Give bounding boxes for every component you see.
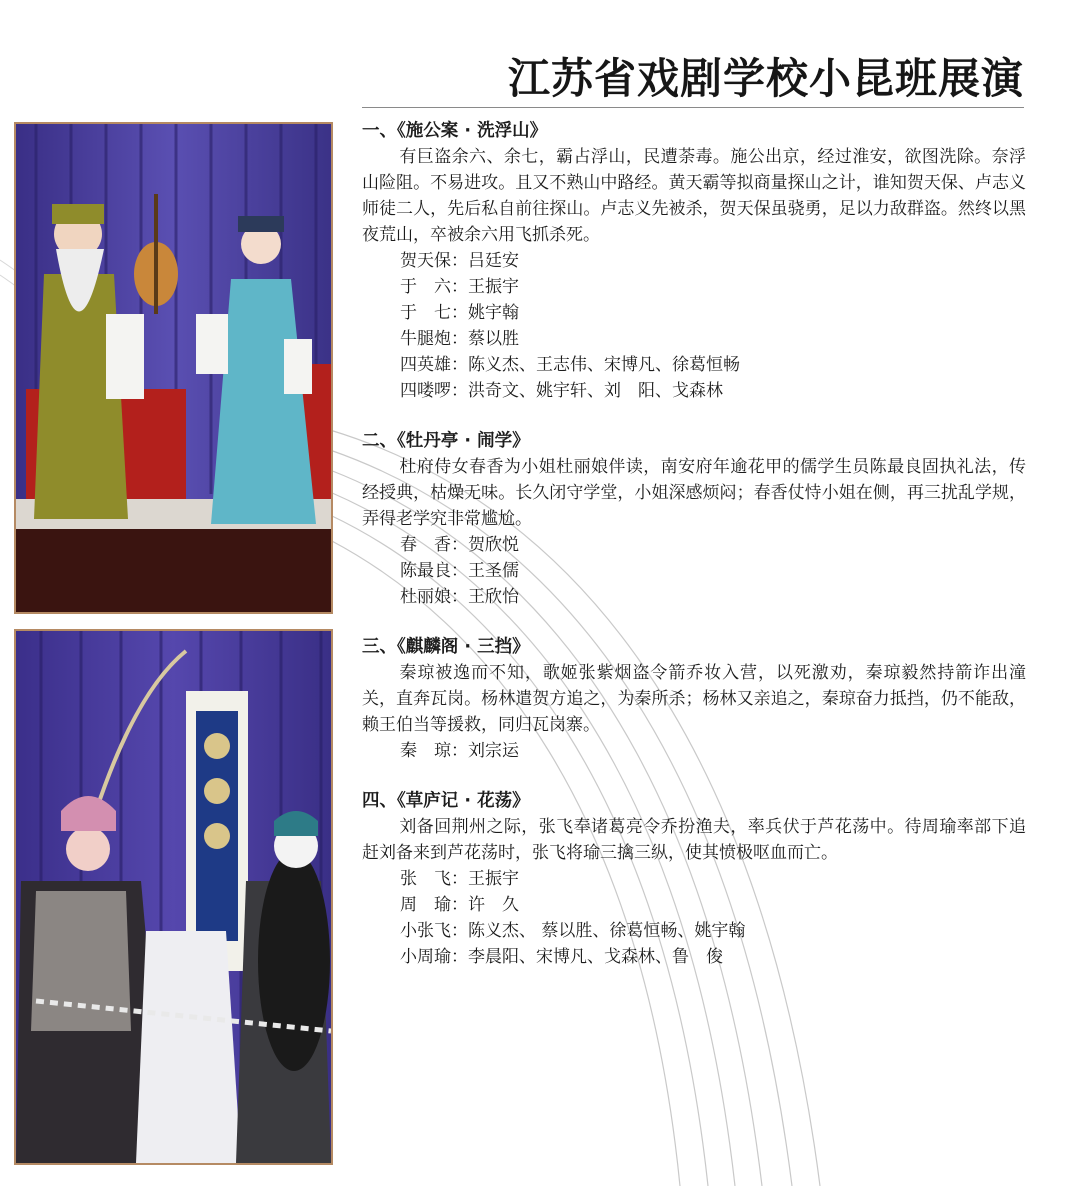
- cast-list: [362, 248, 1026, 404]
- section-synopsis: 秦琼被逸而不知，歌姬张紫烟盗令箭乔妆入营，以死激劝，秦琼毅然持箭诈出潼关，直奔瓦岗。杨林遣贺方追之，为秦所杀；杨林又亲追之，秦琼奋力抵挡，仍不能敌，赖王伯当等援救，同归瓦岗寨。: [362, 663, 1026, 735]
- section-synopsis: 刘备回荆州之际，张飞奉诸葛亮令乔扮渔夫，率兵伏于芦花荡中。待周瑜率部下追赶刘备来到芦花荡时，张飞将瑜三擒三纵，使其愤极呕血而亡。: [362, 817, 1026, 863]
- cast-line: 张 飞：王振宇: [400, 869, 519, 889]
- page-title: 江苏省戏剧学校小昆班展演: [507, 54, 1024, 103]
- program-section-1: [362, 118, 1026, 404]
- stage-photo-2: [14, 629, 333, 1165]
- section-title: 二、《牡丹亭 · 闹学》: [362, 431, 530, 451]
- program-section-4: [362, 788, 1026, 970]
- program-section-2: [362, 428, 1026, 610]
- cast-line: 春 香：贺欣悦: [400, 535, 519, 555]
- cast-list: [362, 738, 1026, 764]
- section-synopsis: 杜府侍女春香为小姐杜丽娘伴读，南安府年逾花甲的儒学生员陈最良固执礼法，传经授典，枯燥无味。长久闭守学堂，小姐深感烦闷；春香仗恃小姐在侧，再三扰乱学规，弄得老学究非常尴尬。: [362, 457, 1026, 529]
- section-title: 四、《草庐记 · 花荡》: [362, 791, 530, 811]
- cast-line: 陈最良：王圣儒: [400, 561, 519, 581]
- section-synopsis: 有巨盗余六、余七，霸占浮山，民遭荼毒。施公出京，经过淮安，欲图洗除。奈浮山险阻。不易进攻。且又不熟山中路经。黄天霸等拟商量探山之计，谁知贺天保、卢志义师徒二人，先后私自前往探山。卢志义先被杀，贺天保虽骁勇，足以力敌群盗。然终以黑夜荒山，卒被余六用飞抓杀死。: [362, 147, 1026, 245]
- cast-line: 小张飞：陈义杰、 蔡以胜、徐葛恒畅、姚宇翰: [400, 921, 746, 941]
- cast-line: 周 瑜：许 久: [400, 895, 519, 915]
- cast-line: 牛腿炮：蔡以胜: [400, 329, 519, 349]
- section-title: 三、《麒麟阁 · 三挡》: [362, 637, 530, 657]
- program-list: [362, 118, 1026, 994]
- cast-line: 杜丽娘：王欣怡: [400, 587, 519, 607]
- program-section-3: [362, 634, 1026, 764]
- cast-line: 贺天保：吕廷安: [400, 251, 519, 271]
- cast-line: 于 七：姚宇翰: [400, 303, 519, 323]
- cast-line: 秦 琼：刘宗运: [400, 741, 519, 761]
- cast-line: 小周瑜：李晨阳、宋博凡、戈森林、鲁 俊: [400, 947, 723, 967]
- cast-line: 四英雄：陈义杰、王志伟、宋博凡、徐葛恒畅: [400, 355, 740, 375]
- cast-line: 于 六：王振宇: [400, 277, 519, 297]
- stage-photo-1: [14, 122, 333, 614]
- title-divider: [362, 107, 1024, 108]
- cast-list: [362, 532, 1026, 610]
- cast-list: [362, 866, 1026, 970]
- cast-line: 四喽啰：洪奇文、姚宇轩、刘 阳、戈森林: [400, 381, 723, 401]
- section-title: 一、《施公案 · 洗浮山》: [362, 121, 548, 141]
